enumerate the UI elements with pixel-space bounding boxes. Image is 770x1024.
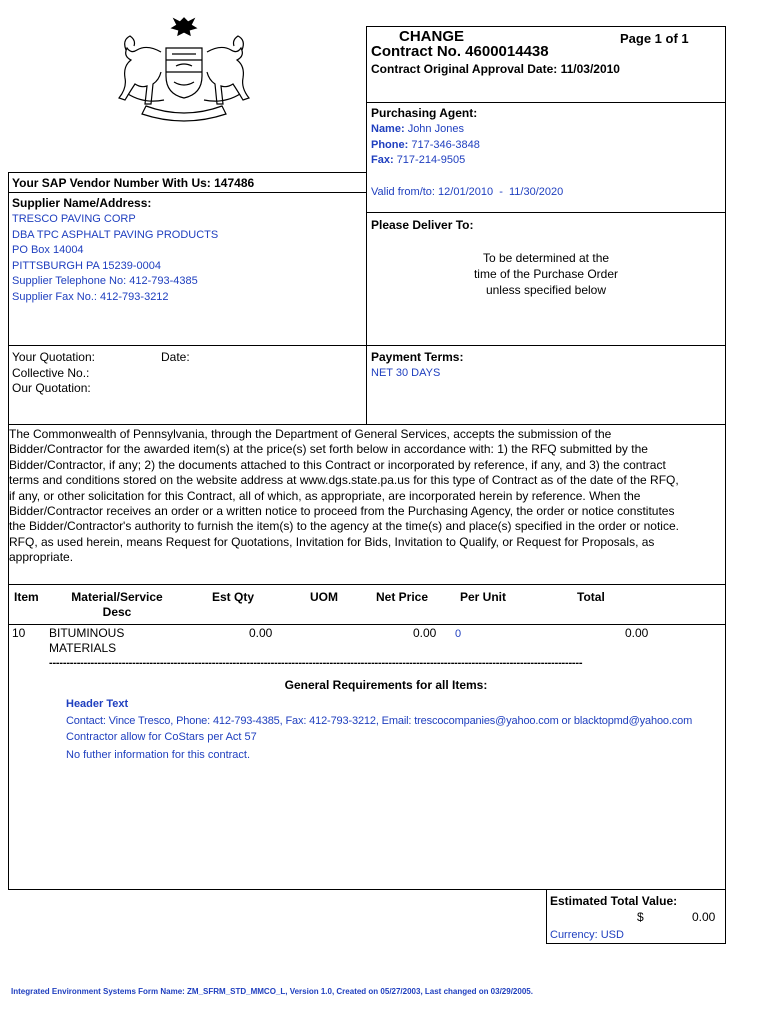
agent-name-value: John Jones — [407, 123, 464, 135]
row-desc — [49, 626, 124, 656]
row-desc-line2: MATERIALS — [49, 641, 117, 655]
contract-body-box — [8, 424, 726, 890]
col-item: Item — [14, 590, 39, 604]
row-per-unit: 0 — [455, 628, 462, 640]
quotation-box — [8, 345, 367, 425]
agent-fax-value: 717-214-9505 — [396, 154, 466, 166]
general-line: No futher information for this contract. — [66, 749, 251, 761]
deliver-to-box — [366, 212, 726, 346]
vendor-divider — [9, 192, 366, 193]
deliver-to-text — [367, 250, 725, 298]
row-item: 10 — [12, 626, 26, 640]
vendor-box — [8, 172, 367, 346]
row-net-price: 0.00 — [413, 626, 437, 640]
supplier-line: DBA TPC ASPHALT PAVING PRODUCTS — [12, 228, 219, 241]
terms-line: terms and conditions stored on the website address at www.dgs.state.pa.us for this type of Contract as of the date of the RFQ, — [9, 473, 679, 488]
page-number: Page 1 of 1 — [620, 31, 689, 46]
valid-dates: Valid from/to: 12/01/2010 - 11/30/2020 — [371, 186, 564, 198]
change-label: CHANGE — [399, 28, 465, 45]
col-desc-line1: Material/Service — [71, 590, 163, 604]
header-text-label: Header Text — [66, 698, 129, 710]
dashed-divider: ---------------------------------------------------------------------------------------------------------------------------------------------------------- — [49, 657, 583, 669]
terms-line: Bidder/Contractor, if any; 2) the documents attached to this Contract or incorporated by reference, if any, and 3) the contract — [9, 457, 666, 472]
row-desc-line1: BITUMINOUS — [49, 626, 125, 640]
quotation-date-label: Date: — [161, 350, 190, 364]
col-total: Total — [577, 590, 605, 604]
currency-sign: $ — [637, 910, 644, 924]
agent-name — [371, 123, 464, 135]
our-quotation-label: Our Quotation: — [12, 381, 91, 395]
agent-phone-label: Phone: — [371, 139, 409, 151]
terms-line: the Bidder/Contractor's authority to furnish the item(s) to the agency at the time(s) and place(s) specified in the order or notice. — [9, 519, 679, 534]
supplier-line: PITTSBURGH PA 15239-0004 — [12, 259, 161, 272]
pennsylvania-coat-of-arms-seal — [106, 12, 262, 124]
items-table-header — [9, 584, 725, 625]
supplier-line: Supplier Fax No.: 412-793-3212 — [12, 290, 169, 303]
payment-terms-title: Payment Terms: — [371, 350, 464, 364]
agent-phone-value: 717-346-3848 — [411, 139, 480, 151]
deliver-line: time of the Purchase Order — [473, 267, 619, 281]
estimated-total-amount: 0.00 — [692, 910, 716, 924]
contract-number: Contract No. 4600014438 — [371, 43, 549, 60]
deliver-to-title: Please Deliver To: — [371, 218, 474, 232]
payment-terms-box — [366, 345, 726, 425]
col-uom: UOM — [310, 590, 338, 604]
terms-line: The Commonwealth of Pennsylvania, through the Department of General Services, accepts the submission of the — [9, 427, 612, 441]
agent-phone — [371, 139, 480, 151]
payment-terms-value: NET 30 DAYS — [371, 367, 441, 379]
agent-fax-label: Fax: — [371, 154, 394, 166]
general-requirements-title: General Requirements for all Items: — [284, 678, 488, 692]
col-est-qty: Est Qty — [212, 590, 255, 604]
deliver-line: To be determined at the — [482, 251, 610, 265]
row-est-qty: 0.00 — [249, 626, 273, 640]
purchasing-agent-title: Purchasing Agent: — [371, 106, 478, 120]
terms-paragraph — [9, 427, 725, 566]
vendor-number: Your SAP Vendor Number With Us: 147486 — [12, 176, 255, 190]
col-desc-line2: Desc — [102, 605, 132, 619]
supplier-line: Supplier Telephone No: 412-793-4385 — [12, 275, 198, 287]
supplier-line: TRESCO PAVING CORP — [12, 213, 136, 225]
col-desc — [67, 590, 167, 620]
terms-line: RFQ, as used herein, means Request for Quotations, Invitation for Bids, Invitation to Qualify, or Request for Proposals, as — [9, 534, 655, 549]
terms-line: appropriate. — [9, 550, 74, 565]
supplier-line: PO Box 14004 — [12, 244, 84, 256]
supplier-address-title: Supplier Name/Address: — [12, 196, 152, 210]
terms-line: if any, or other solicitation for this Contract, all of which, as appropriate, are incorporated herein by reference. When the — [9, 488, 641, 503]
row-total: 0.00 — [625, 626, 649, 640]
general-line: Contractor allow for CoStars per Act 57 — [66, 731, 257, 743]
form-footer: Integrated Environment Systems Form Name: ZM_SFRM_STD_MMCO_L, Version 1.0, Created on 05/27/2003, Last changed on 03/29/2005. — [11, 987, 533, 996]
agent-fax — [371, 154, 465, 166]
col-per-unit: Per Unit — [460, 590, 507, 604]
currency-code: Currency: USD — [550, 929, 624, 941]
approval-date: Contract Original Approval Date: 11/03/2010 — [371, 62, 620, 76]
deliver-line: unless specified below — [485, 283, 607, 297]
terms-line: Bidder/Contractor receives an order or a written notice to proceed from the Purchasing Agency, the order or notice constitutes — [9, 504, 675, 519]
supplier-address-lines — [12, 212, 218, 305]
contract-header-box — [366, 26, 726, 103]
terms-line: Bidder/Contractor for the awarded item(s) at the price(s) set forth below in accordance with: 1) the RFQ submitted by the — [9, 442, 648, 457]
agent-name-label: Name: — [371, 123, 405, 135]
col-net-price: Net Price — [376, 590, 429, 604]
estimated-total-title: Estimated Total Value: — [550, 894, 678, 908]
estimated-total-box — [546, 889, 726, 944]
general-line: Contact: Vince Tresco, Phone: 412-793-4385, Fax: 412-793-3212, Email: trescocompanies@yahoo.com or blacktopmd@yahoo.com — [66, 715, 693, 727]
your-quotation-label: Your Quotation: — [12, 350, 95, 364]
purchasing-agent-box — [366, 102, 726, 213]
collective-no-label: Collective No.: — [12, 366, 90, 380]
